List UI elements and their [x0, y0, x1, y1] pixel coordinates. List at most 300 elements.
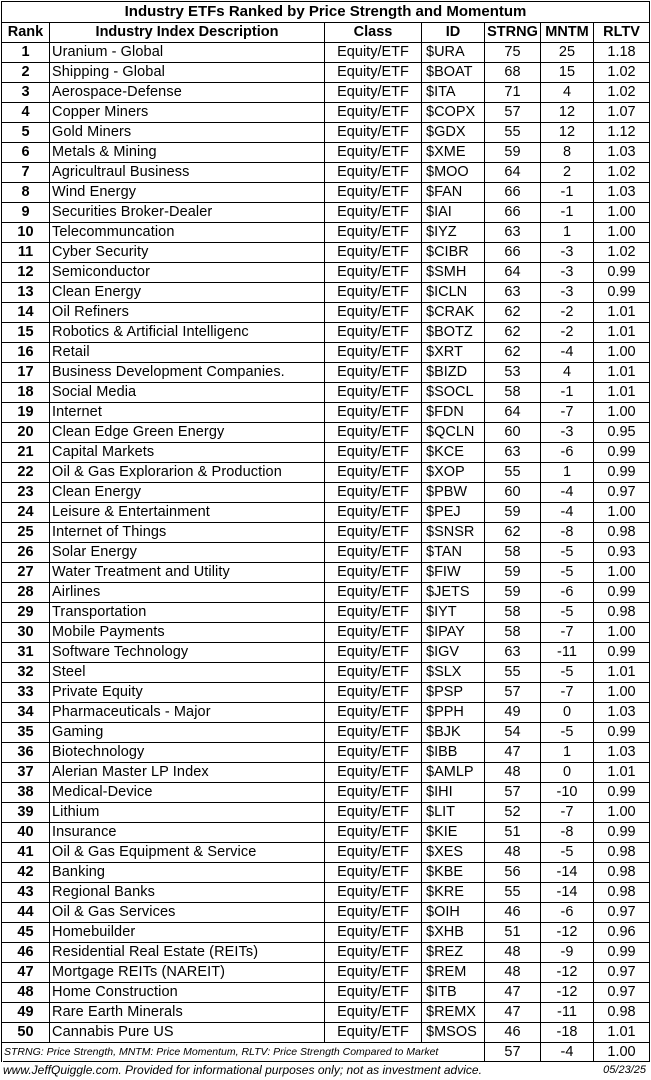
description-cell: Retail — [50, 343, 325, 363]
rank-cell: 28 — [2, 583, 50, 603]
class-cell: Equity/ETF — [325, 983, 422, 1003]
table-row — [2, 443, 650, 463]
id-cell: $KCE — [422, 443, 485, 463]
rank-cell: 37 — [2, 763, 50, 783]
rltv-cell: 1.01 — [594, 763, 650, 783]
rank-cell: 19 — [2, 403, 50, 423]
header-id: ID — [422, 23, 485, 43]
id-cell: $XRT — [422, 343, 485, 363]
rank-cell: 47 — [2, 963, 50, 983]
average-strng: 57 — [485, 1043, 541, 1062]
mntm-cell: -1 — [541, 383, 594, 403]
id-cell: $BIZD — [422, 363, 485, 383]
rltv-cell: 0.99 — [594, 943, 650, 963]
id-cell: $LIT — [422, 803, 485, 823]
rank-cell: 30 — [2, 623, 50, 643]
class-cell: Equity/ETF — [325, 563, 422, 583]
strng-cell: 64 — [485, 263, 541, 283]
rltv-cell: 0.96 — [594, 923, 650, 943]
rltv-cell: 1.03 — [594, 703, 650, 723]
strng-cell: 57 — [485, 103, 541, 123]
mntm-cell: -5 — [541, 603, 594, 623]
rltv-cell: 0.98 — [594, 603, 650, 623]
rank-cell: 17 — [2, 363, 50, 383]
rltv-cell: 0.93 — [594, 543, 650, 563]
description-cell: Water Treatment and Utility — [50, 563, 325, 583]
table-row — [2, 183, 650, 203]
id-cell: $QCLN — [422, 423, 485, 443]
description-cell: Business Development Companies. — [50, 363, 325, 383]
id-cell: $BOTZ — [422, 323, 485, 343]
mntm-cell: -5 — [541, 563, 594, 583]
description-cell: Software Technology — [50, 643, 325, 663]
id-cell: $MSOS — [422, 1023, 485, 1043]
rank-cell: 2 — [2, 63, 50, 83]
mntm-cell: -8 — [541, 523, 594, 543]
mntm-cell: -3 — [541, 243, 594, 263]
description-cell: Telecommuncation — [50, 223, 325, 243]
rltv-cell: 0.99 — [594, 263, 650, 283]
rltv-cell: 1.00 — [594, 343, 650, 363]
strng-cell: 66 — [485, 183, 541, 203]
mntm-cell: -3 — [541, 263, 594, 283]
table-row — [2, 463, 650, 483]
id-cell: $PSP — [422, 683, 485, 703]
id-cell: $IBB — [422, 743, 485, 763]
table-row — [2, 723, 650, 743]
table-row — [2, 1003, 650, 1023]
rltv-cell: 1.12 — [594, 123, 650, 143]
strng-cell: 63 — [485, 283, 541, 303]
class-cell: Equity/ETF — [325, 843, 422, 863]
rltv-cell: 1.00 — [594, 403, 650, 423]
id-cell: $FDN — [422, 403, 485, 423]
description-cell: Shipping - Global — [50, 63, 325, 83]
rltv-cell: 1.03 — [594, 743, 650, 763]
rltv-cell: 1.18 — [594, 43, 650, 63]
description-cell: Securities Broker-Dealer — [50, 203, 325, 223]
description-cell: Robotics & Artificial Intelligenc — [50, 323, 325, 343]
strng-cell: 47 — [485, 983, 541, 1003]
mntm-cell: -1 — [541, 203, 594, 223]
strng-cell: 48 — [485, 843, 541, 863]
rank-cell: 3 — [2, 83, 50, 103]
rltv-cell: 0.95 — [594, 423, 650, 443]
strng-cell: 58 — [485, 383, 541, 403]
id-cell: $REMX — [422, 1003, 485, 1023]
mntm-cell: -12 — [541, 963, 594, 983]
table-row — [2, 983, 650, 1003]
strng-cell: 63 — [485, 223, 541, 243]
class-cell: Equity/ETF — [325, 503, 422, 523]
description-cell: Alerian Master LP Index — [50, 763, 325, 783]
table-row — [2, 883, 650, 903]
strng-cell: 49 — [485, 703, 541, 723]
strng-cell: 71 — [485, 83, 541, 103]
strng-cell: 57 — [485, 783, 541, 803]
table-row — [2, 123, 650, 143]
class-cell: Equity/ETF — [325, 623, 422, 643]
rank-cell: 50 — [2, 1023, 50, 1043]
class-cell: Equity/ETF — [325, 303, 422, 323]
mntm-cell: -2 — [541, 303, 594, 323]
mntm-cell: -11 — [541, 1003, 594, 1023]
rltv-cell: 0.99 — [594, 583, 650, 603]
rank-cell: 42 — [2, 863, 50, 883]
rltv-cell: 1.02 — [594, 83, 650, 103]
class-cell: Equity/ETF — [325, 963, 422, 983]
class-cell: Equity/ETF — [325, 103, 422, 123]
rltv-cell: 0.97 — [594, 963, 650, 983]
id-cell: $PEJ — [422, 503, 485, 523]
header-mntm: MNTM — [541, 23, 594, 43]
class-cell: Equity/ETF — [325, 63, 422, 83]
strng-cell: 60 — [485, 483, 541, 503]
rank-cell: 9 — [2, 203, 50, 223]
class-cell: Equity/ETF — [325, 923, 422, 943]
id-cell: $XES — [422, 843, 485, 863]
mntm-cell: 1 — [541, 463, 594, 483]
rank-cell: 21 — [2, 443, 50, 463]
class-cell: Equity/ETF — [325, 603, 422, 623]
table-row — [2, 243, 650, 263]
mntm-cell: -5 — [541, 723, 594, 743]
table-row — [2, 743, 650, 763]
description-cell: Private Equity — [50, 683, 325, 703]
class-cell: Equity/ETF — [325, 643, 422, 663]
table-row — [2, 143, 650, 163]
strng-cell: 55 — [485, 663, 541, 683]
id-cell: $KIE — [422, 823, 485, 843]
mntm-cell: -7 — [541, 803, 594, 823]
rank-cell: 26 — [2, 543, 50, 563]
description-cell: Cyber Security — [50, 243, 325, 263]
table-row — [2, 343, 650, 363]
rltv-cell: 1.00 — [594, 623, 650, 643]
table-row — [2, 783, 650, 803]
id-cell: $PPH — [422, 703, 485, 723]
table-row — [2, 543, 650, 563]
rank-cell: 11 — [2, 243, 50, 263]
class-cell: Equity/ETF — [325, 583, 422, 603]
rank-cell: 33 — [2, 683, 50, 703]
description-cell: Semiconductor — [50, 263, 325, 283]
description-cell: Capital Markets — [50, 443, 325, 463]
description-cell: Pharmaceuticals - Major — [50, 703, 325, 723]
strng-cell: 52 — [485, 803, 541, 823]
table-row — [2, 363, 650, 383]
class-cell: Equity/ETF — [325, 143, 422, 163]
id-cell: $MOO — [422, 163, 485, 183]
description-cell: Leisure & Entertainment — [50, 503, 325, 523]
mntm-cell: -5 — [541, 663, 594, 683]
class-cell: Equity/ETF — [325, 223, 422, 243]
table-title-row — [2, 2, 650, 23]
description-cell: Oil & Gas Services — [50, 903, 325, 923]
class-cell: Equity/ETF — [325, 903, 422, 923]
mntm-cell: -14 — [541, 863, 594, 883]
table-row — [2, 43, 650, 63]
rank-cell: 8 — [2, 183, 50, 203]
mntm-cell: -12 — [541, 923, 594, 943]
mntm-cell: -6 — [541, 583, 594, 603]
class-cell: Equity/ETF — [325, 483, 422, 503]
table-row — [2, 283, 650, 303]
strng-cell: 58 — [485, 543, 541, 563]
rank-cell: 22 — [2, 463, 50, 483]
rank-cell: 27 — [2, 563, 50, 583]
description-cell: Medical-Device — [50, 783, 325, 803]
description-cell: Homebuilder — [50, 923, 325, 943]
description-cell: Clean Edge Green Energy — [50, 423, 325, 443]
class-cell: Equity/ETF — [325, 263, 422, 283]
id-cell: $KBE — [422, 863, 485, 883]
id-cell: $SOCL — [422, 383, 485, 403]
rank-cell: 36 — [2, 743, 50, 763]
description-cell: Copper Miners — [50, 103, 325, 123]
table-row — [2, 863, 650, 883]
rank-cell: 40 — [2, 823, 50, 843]
id-cell: $TAN — [422, 543, 485, 563]
mntm-cell: -3 — [541, 283, 594, 303]
rltv-cell: 1.03 — [594, 183, 650, 203]
table-row — [2, 263, 650, 283]
strng-cell: 47 — [485, 1003, 541, 1023]
description-cell: Residential Real Estate (REITs) — [50, 943, 325, 963]
rltv-cell: 0.99 — [594, 723, 650, 743]
rank-cell: 10 — [2, 223, 50, 243]
class-cell: Equity/ETF — [325, 283, 422, 303]
rank-cell: 44 — [2, 903, 50, 923]
description-cell: Insurance — [50, 823, 325, 843]
mntm-cell: 12 — [541, 103, 594, 123]
table-row — [2, 663, 650, 683]
rltv-cell: 1.01 — [594, 323, 650, 343]
mntm-cell: -6 — [541, 443, 594, 463]
mntm-cell: 2 — [541, 163, 594, 183]
rltv-cell: 1.02 — [594, 243, 650, 263]
class-cell: Equity/ETF — [325, 703, 422, 723]
description-cell: Clean Energy — [50, 283, 325, 303]
class-cell: Equity/ETF — [325, 463, 422, 483]
rltv-cell: 0.97 — [594, 483, 650, 503]
strng-cell: 46 — [485, 1023, 541, 1043]
rank-cell: 32 — [2, 663, 50, 683]
strng-cell: 62 — [485, 303, 541, 323]
rltv-cell: 1.00 — [594, 223, 650, 243]
rltv-cell: 0.98 — [594, 843, 650, 863]
mntm-cell: -9 — [541, 943, 594, 963]
strng-cell: 55 — [485, 123, 541, 143]
strng-cell: 55 — [485, 463, 541, 483]
strng-cell: 63 — [485, 643, 541, 663]
table-row — [2, 843, 650, 863]
class-cell: Equity/ETF — [325, 1023, 422, 1043]
rank-cell: 7 — [2, 163, 50, 183]
mntm-cell: 4 — [541, 83, 594, 103]
rltv-cell: 0.99 — [594, 283, 650, 303]
rltv-cell: 1.03 — [594, 143, 650, 163]
table-title: Industry ETFs Ranked by Price Strength and Momentum — [2, 2, 650, 23]
id-cell: $ICLN — [422, 283, 485, 303]
strng-cell: 62 — [485, 343, 541, 363]
class-cell: Equity/ETF — [325, 723, 422, 743]
etf-ranking-sheet — [1, 1, 649, 1062]
rank-cell: 31 — [2, 643, 50, 663]
strng-cell: 56 — [485, 863, 541, 883]
id-cell: $SNSR — [422, 523, 485, 543]
table-row — [2, 703, 650, 723]
table-row — [2, 923, 650, 943]
credit-text: www.JeffQuiggle.com. Provided for informational purposes only; not as investment advice. — [3, 1063, 482, 1077]
rltv-cell: 0.97 — [594, 983, 650, 1003]
description-cell: Metals & Mining — [50, 143, 325, 163]
mntm-cell: -5 — [541, 843, 594, 863]
description-cell: Mobile Payments — [50, 623, 325, 643]
rank-cell: 38 — [2, 783, 50, 803]
description-cell: Transportation — [50, 603, 325, 623]
id-cell: $IYZ — [422, 223, 485, 243]
id-cell: $GDX — [422, 123, 485, 143]
mntm-cell: -2 — [541, 323, 594, 343]
table-row — [2, 803, 650, 823]
strng-cell: 64 — [485, 403, 541, 423]
description-cell: Internet — [50, 403, 325, 423]
table-row — [2, 223, 650, 243]
id-cell: $AMLP — [422, 763, 485, 783]
rank-cell: 14 — [2, 303, 50, 323]
rltv-cell: 0.99 — [594, 823, 650, 843]
rank-cell: 18 — [2, 383, 50, 403]
rank-cell: 34 — [2, 703, 50, 723]
class-cell: Equity/ETF — [325, 163, 422, 183]
id-cell: $XME — [422, 143, 485, 163]
footer-row — [2, 1043, 650, 1062]
rltv-cell: 0.99 — [594, 783, 650, 803]
id-cell: $BJK — [422, 723, 485, 743]
description-cell: Airlines — [50, 583, 325, 603]
header-rank: Rank — [2, 23, 50, 43]
id-cell: $CRAK — [422, 303, 485, 323]
mntm-cell: -18 — [541, 1023, 594, 1043]
class-cell: Equity/ETF — [325, 343, 422, 363]
strng-cell: 53 — [485, 363, 541, 383]
rltv-cell: 0.99 — [594, 443, 650, 463]
description-cell: Regional Banks — [50, 883, 325, 903]
id-cell: $REZ — [422, 943, 485, 963]
mntm-cell: -3 — [541, 423, 594, 443]
mntm-cell: -7 — [541, 403, 594, 423]
class-cell: Equity/ETF — [325, 943, 422, 963]
table-row — [2, 563, 650, 583]
table-row — [2, 523, 650, 543]
mntm-cell: -12 — [541, 983, 594, 1003]
rltv-cell: 1.02 — [594, 163, 650, 183]
table-row — [2, 823, 650, 843]
description-cell: Gold Miners — [50, 123, 325, 143]
class-cell: Equity/ETF — [325, 183, 422, 203]
average-mntm: -4 — [541, 1043, 594, 1062]
rank-cell: 35 — [2, 723, 50, 743]
description-cell: Mortgage REITs (NAREIT) — [50, 963, 325, 983]
rltv-cell: 1.01 — [594, 363, 650, 383]
id-cell: $COPX — [422, 103, 485, 123]
description-cell: Social Media — [50, 383, 325, 403]
strng-cell: 54 — [485, 723, 541, 743]
rank-cell: 5 — [2, 123, 50, 143]
mntm-cell: -6 — [541, 903, 594, 923]
description-cell: Steel — [50, 663, 325, 683]
strng-cell: 68 — [485, 63, 541, 83]
strng-cell: 60 — [485, 423, 541, 443]
strng-cell: 66 — [485, 203, 541, 223]
table-row — [2, 643, 650, 663]
class-cell: Equity/ETF — [325, 683, 422, 703]
id-cell: $IYT — [422, 603, 485, 623]
mntm-cell: 8 — [541, 143, 594, 163]
id-cell: $OIH — [422, 903, 485, 923]
rltv-cell: 1.01 — [594, 303, 650, 323]
mntm-cell: 12 — [541, 123, 594, 143]
mntm-cell: 25 — [541, 43, 594, 63]
table-row — [2, 583, 650, 603]
mntm-cell: 1 — [541, 223, 594, 243]
description-cell: Oil & Gas Equipment & Service — [50, 843, 325, 863]
rltv-cell: 0.98 — [594, 1003, 650, 1023]
mntm-cell: -14 — [541, 883, 594, 903]
table-row — [2, 103, 650, 123]
table-row — [2, 943, 650, 963]
header-rltv: RLTV — [594, 23, 650, 43]
strng-cell: 58 — [485, 623, 541, 643]
strng-cell: 57 — [485, 683, 541, 703]
rank-cell: 15 — [2, 323, 50, 343]
mntm-cell: 0 — [541, 703, 594, 723]
id-cell: $JETS — [422, 583, 485, 603]
table-row — [2, 303, 650, 323]
header-row — [2, 23, 650, 43]
mntm-cell: -8 — [541, 823, 594, 843]
class-cell: Equity/ETF — [325, 83, 422, 103]
table-row — [2, 403, 650, 423]
report-date: 05/23/25 — [603, 1064, 646, 1076]
id-cell: $FAN — [422, 183, 485, 203]
average-rltv: 1.00 — [594, 1043, 650, 1062]
strng-cell: 58 — [485, 603, 541, 623]
description-cell: Agricultraul Business — [50, 163, 325, 183]
description-cell: Rare Earth Minerals — [50, 1003, 325, 1023]
class-cell: Equity/ETF — [325, 243, 422, 263]
mntm-cell: 15 — [541, 63, 594, 83]
id-cell: $XHB — [422, 923, 485, 943]
header-description: Industry Index Description — [50, 23, 325, 43]
rltv-cell: 1.01 — [594, 663, 650, 683]
strng-cell: 48 — [485, 963, 541, 983]
class-cell: Equity/ETF — [325, 523, 422, 543]
class-cell: Equity/ETF — [325, 323, 422, 343]
id-cell: $ITB — [422, 983, 485, 1003]
strng-cell: 48 — [485, 763, 541, 783]
rank-cell: 45 — [2, 923, 50, 943]
class-cell: Equity/ETF — [325, 803, 422, 823]
legend-note: STRNG: Price Strength, MNTM: Price Momentum, RLTV: Price Strength Compared to Market — [2, 1043, 485, 1062]
id-cell: $ITA — [422, 83, 485, 103]
rltv-cell: 0.99 — [594, 643, 650, 663]
description-cell: Biotechnology — [50, 743, 325, 763]
strng-cell: 51 — [485, 923, 541, 943]
id-cell: $IAI — [422, 203, 485, 223]
table-row — [2, 323, 650, 343]
